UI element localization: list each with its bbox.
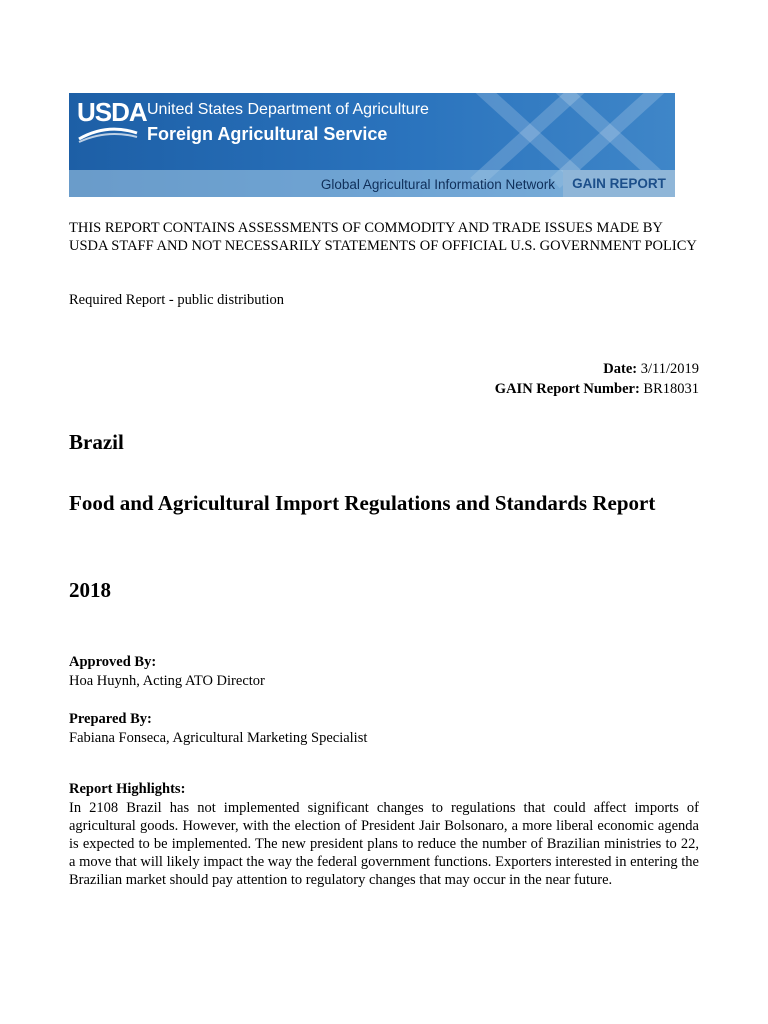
department-name: United States Department of Agriculture <box>147 101 429 118</box>
disclaimer: THIS REPORT CONTAINS ASSESSMENTS OF COMMODITY AND TRADE ISSUES MADE BY USDA STAFF AND NOT NECESSARILY STATEMENTS OF OFFICIAL U.S. GOVERNMENT POLICY <box>69 220 697 254</box>
date-label: Date: <box>603 361 638 377</box>
report-number-label: GAIN Report Number: <box>494 381 640 397</box>
report-year: 2018 <box>69 578 111 602</box>
report-highlights-text: In 2108 Brazil has not implemented significant changes to regulations that could affect imports of agricultural goods. However, with the election of President Jair Bolsonaro, a more liberal economic agenda is expected to be implemented. The new president plans to reduce the number of Brazilian ministries to 22, a move that will likely impact the way the federal government functions. Exporters interested in entering the Brazilian market should pay attention to regulatory changes that may occur in the near future. <box>69 800 699 888</box>
usda-logo-swoosh <box>77 125 139 143</box>
country-heading: Brazil <box>69 430 124 454</box>
prepared-by-label: Prepared By: <box>69 711 152 727</box>
report-number-value: BR18031 <box>643 381 699 397</box>
approved-by-label: Approved By: <box>69 654 157 670</box>
service-name: Foreign Agricultural Service <box>147 124 388 144</box>
network-name: Global Agricultural Information Network <box>320 177 555 192</box>
gain-report-badge: GAIN REPORT <box>563 170 675 197</box>
date-value: 3/11/2019 <box>640 361 699 377</box>
approved-by-value: Hoa Huynh, Acting ATO Director <box>69 673 265 689</box>
report-highlights-label: Report Highlights: <box>69 781 186 797</box>
distribution-note: Required Report - public distribution <box>69 292 285 308</box>
report-title: Food and Agricultural Import Regulations and Standards Report <box>69 491 656 515</box>
date-line <box>495 359 699 379</box>
usda-logo: USDA <box>77 97 147 127</box>
report-number-line <box>495 379 699 399</box>
usda-header-banner <box>69 93 675 197</box>
report-meta <box>495 359 699 399</box>
prepared-by-value: Fabiana Fonseca, Agricultural Marketing Specialist <box>69 730 368 746</box>
